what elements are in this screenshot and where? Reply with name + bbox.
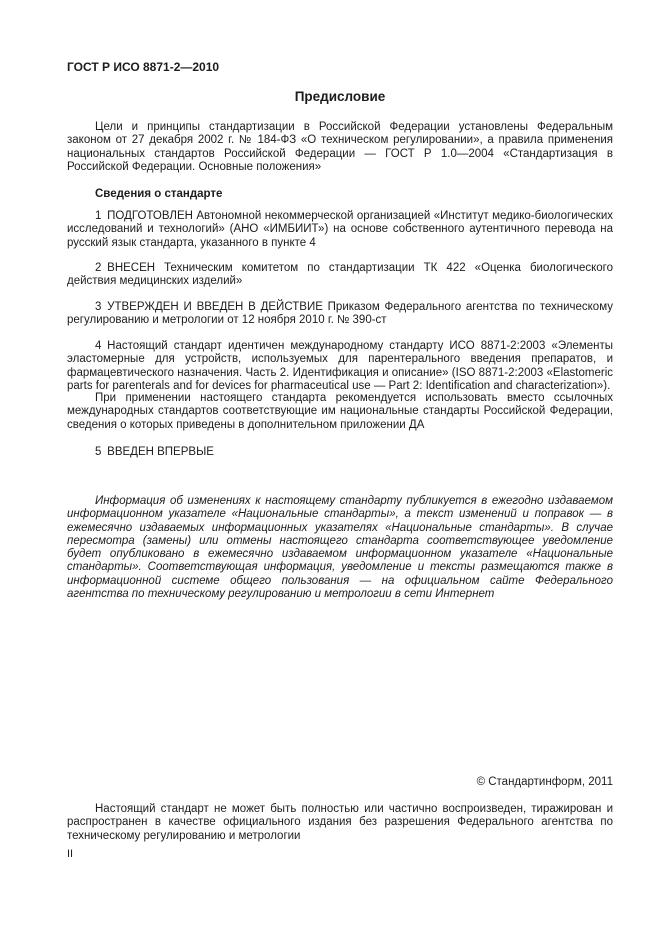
page-number: II: [67, 848, 74, 860]
revision-note: Информация об изменениях к настоящему стандарту публикуется в ежегодно издаваемом информационном указателе «Национальные стандарты», а текст изменений и поправок — в ежемесячно издаваемых информационных указателях «Национальные стандарты». В случае пересмотра (замены) или отмены настоящего стандарта соответствующее уведомление будет опубликовано в ежемесячно издаваемом информационном указателе «Национальные стандарты». Соответствующая информация, уведомление и тексты размещаются также в информационной системе общего пользования — на официальном сайте Федерального агентства по техническому регулированию и метрологии в сети Интернет: [67, 495, 613, 601]
standard-item-2-submitted: 2 ВНЕСЕН Техническим комитетом по стандартизации ТК 422 «Оценка биологического действия медицинских изделий»: [67, 262, 613, 288]
standard-item-1-prepared: 1 ПОДГОТОВЛЕН Автономной некоммерческой организацией «Институт медико-биологических исследований и технологий» (АНО «ИМБИИТ») на основе собственного аутентичного перевода на русский язык стандарта, указанного в пункте 4: [67, 210, 613, 249]
standard-item-4-recommendation: При применении настоящего стандарта рекомендуется использовать вместо ссылочных международных стандартов соответствующие им национальные стандарты Российской Федерации, сведения о которых приведены в дополнительном приложении ДА: [67, 392, 613, 431]
doc-number: ГОСТ Р ИСО 8871-2—2010: [67, 60, 220, 74]
standard-item-3-approved: 3 УТВЕРЖДЕН И ВВЕДЕН В ДЕЙСТВИЕ Приказом Федерального агентства по техническому регулированию и метрологии от 12 ноября 2010 г. № 390-ст: [67, 301, 613, 327]
section-heading: Сведения о стандарте: [95, 188, 223, 200]
copyright-notice: © Стандартинформ, 2011: [476, 776, 613, 788]
reproduction-restriction: Настоящий стандарт не может быть полностью или частично воспроизведен, тиражирован и распространен в качестве официального издания без разрешения Федерального агентства по техническому регулированию и метрологии: [67, 803, 613, 842]
page-title: Предисловие: [294, 89, 386, 104]
intro-paragraph: Цели и принципы стандартизации в Российской Федерации установлены Федеральным законом от 27 декабря 2002 г. № 184-ФЗ «О техническом регулировании», а правила применения национальных стандартов Российской Федерации — ГОСТ Р 1.0—2004 «Стандартизация в Российской Федерации. Основные положения»: [67, 121, 613, 173]
standard-item-4-identity: 4 Настоящий стандарт идентичен международному стандарту ИСО 8871-2:2003 «Элементы эластомерные для устройств, используемых для парентерального введения препаратов, и фармацевтического назначения. Часть 2. Идентификация и описание» (ISO 8871-2:2003 «Elastomeric parts for parenterals and for devices for pharmaceutical use — Part 2: Identification and characterization»).: [67, 340, 613, 392]
standard-item-5-first-edition: 5 ВВЕДЕН ВПЕРВЫЕ: [95, 446, 214, 458]
